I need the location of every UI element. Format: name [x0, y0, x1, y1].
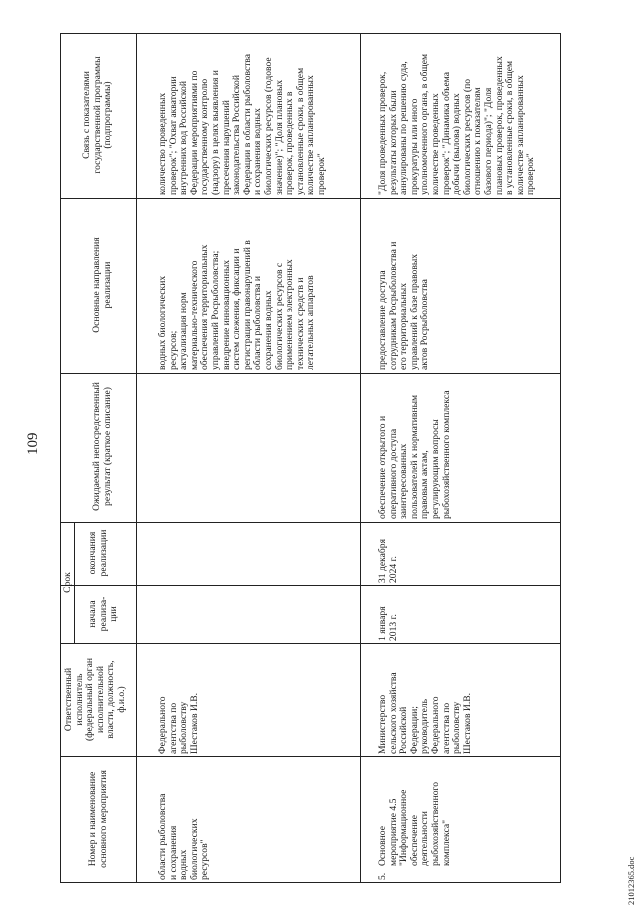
column-divider-1 [60, 756, 561, 757]
page-number: 109 [25, 432, 41, 455]
row1-responsible: Федерального агентства по рыболовству Шестаков И.В. [157, 692, 200, 754]
row1-main-directions: водных биологических ресурсов; актуализация норм материально-технического обеспечения территориальных управлений Росрыболовства; внедрение инновационных систем слежения, фиксации и регистрации правонарушений в области рыболовства и сохранения водных биологических ресурсов с применением электронных технических средств и летательных аппаратов [157, 240, 317, 370]
row2-number: 5. [377, 872, 388, 880]
header-main-directions: Основные направления реализации [91, 237, 113, 333]
header-responsible: Ответственный исполнитель (федеральный орган исполнительной власти, должность, ф.и.о.) [63, 657, 127, 742]
row2-name: Основное мероприятие 4.5 "Информационное обеспечение деятельности рыбохозяйственного комплекса" [377, 782, 452, 866]
column-divider-4 [60, 522, 561, 523]
header-term-start: начала реализа- ции [87, 596, 120, 632]
row2-link-indicators: "Доля проведенных проверок, результаты которых были аннулированы по решению суда, прокуратуры или иного уполномоченного органа, в общем количестве проведенных проверок"; "Динамика объема добычи (вылова) водных биологических ресурсов (по отношению к показателям базового периода)"; "Доля плановых проверок, проведенных в установленные сроки, в общем количестве запланированных проверок" [377, 53, 537, 195]
row2-expected-result: обеспечение открытого и оперативного доступа заинтересованных пользователей к нормативным правовым актам, регулирующим вопросы рыбохозяйственного комплекса [377, 390, 452, 519]
header-term: Срок [62, 572, 73, 593]
header-expected-result: Ожидаемый непосредственный результат (краткое описание) [91, 382, 113, 511]
row1-link-indicators: количество проведенных проверок"; "Охват акватории внутренних вод Российской Федерации мероприятиями по государственному контролю (надзору) в целях выявления и пресечения нарушений законодательства Российской Федерации в области рыболовства и сохранения водных биологических ресурсов (годовое значение)"; "Доля плановых проверок, проведенных в установленные сроки, в общем количестве запланированных проверок" [157, 53, 327, 195]
row2-end: 31 декабря 2024 г. [377, 539, 399, 583]
term-subcolumn-divider [74, 585, 136, 586]
row2-responsible: Министерство сельского хозяйства Российской Федерации; руководитель Федерального агентства по рыболовству Шестаков И.В. [377, 672, 473, 754]
header-link-indicators: Связь с показателями государственной программы (подпрограммы) [81, 56, 114, 174]
header-term-end: окончания реализации [87, 529, 109, 577]
column-divider-6 [60, 198, 561, 199]
column-divider-5 [60, 373, 561, 374]
row2-main-directions: предоставление доступа сотрудникам Росрыболовства и его территориальных управлений к базе правовых актов Росрыболовства [377, 241, 431, 370]
row1-name: области рыболовства и сохранения водных биологических ресурсов" [157, 793, 211, 880]
document-id: 21012365.doc [626, 856, 636, 905]
column-divider-2 [60, 643, 561, 644]
header-number-name: Номер и наименование основного мероприятия [87, 770, 109, 868]
term-header-divider [74, 522, 75, 643]
row2-start: 1 января 2013 г. [377, 606, 399, 641]
